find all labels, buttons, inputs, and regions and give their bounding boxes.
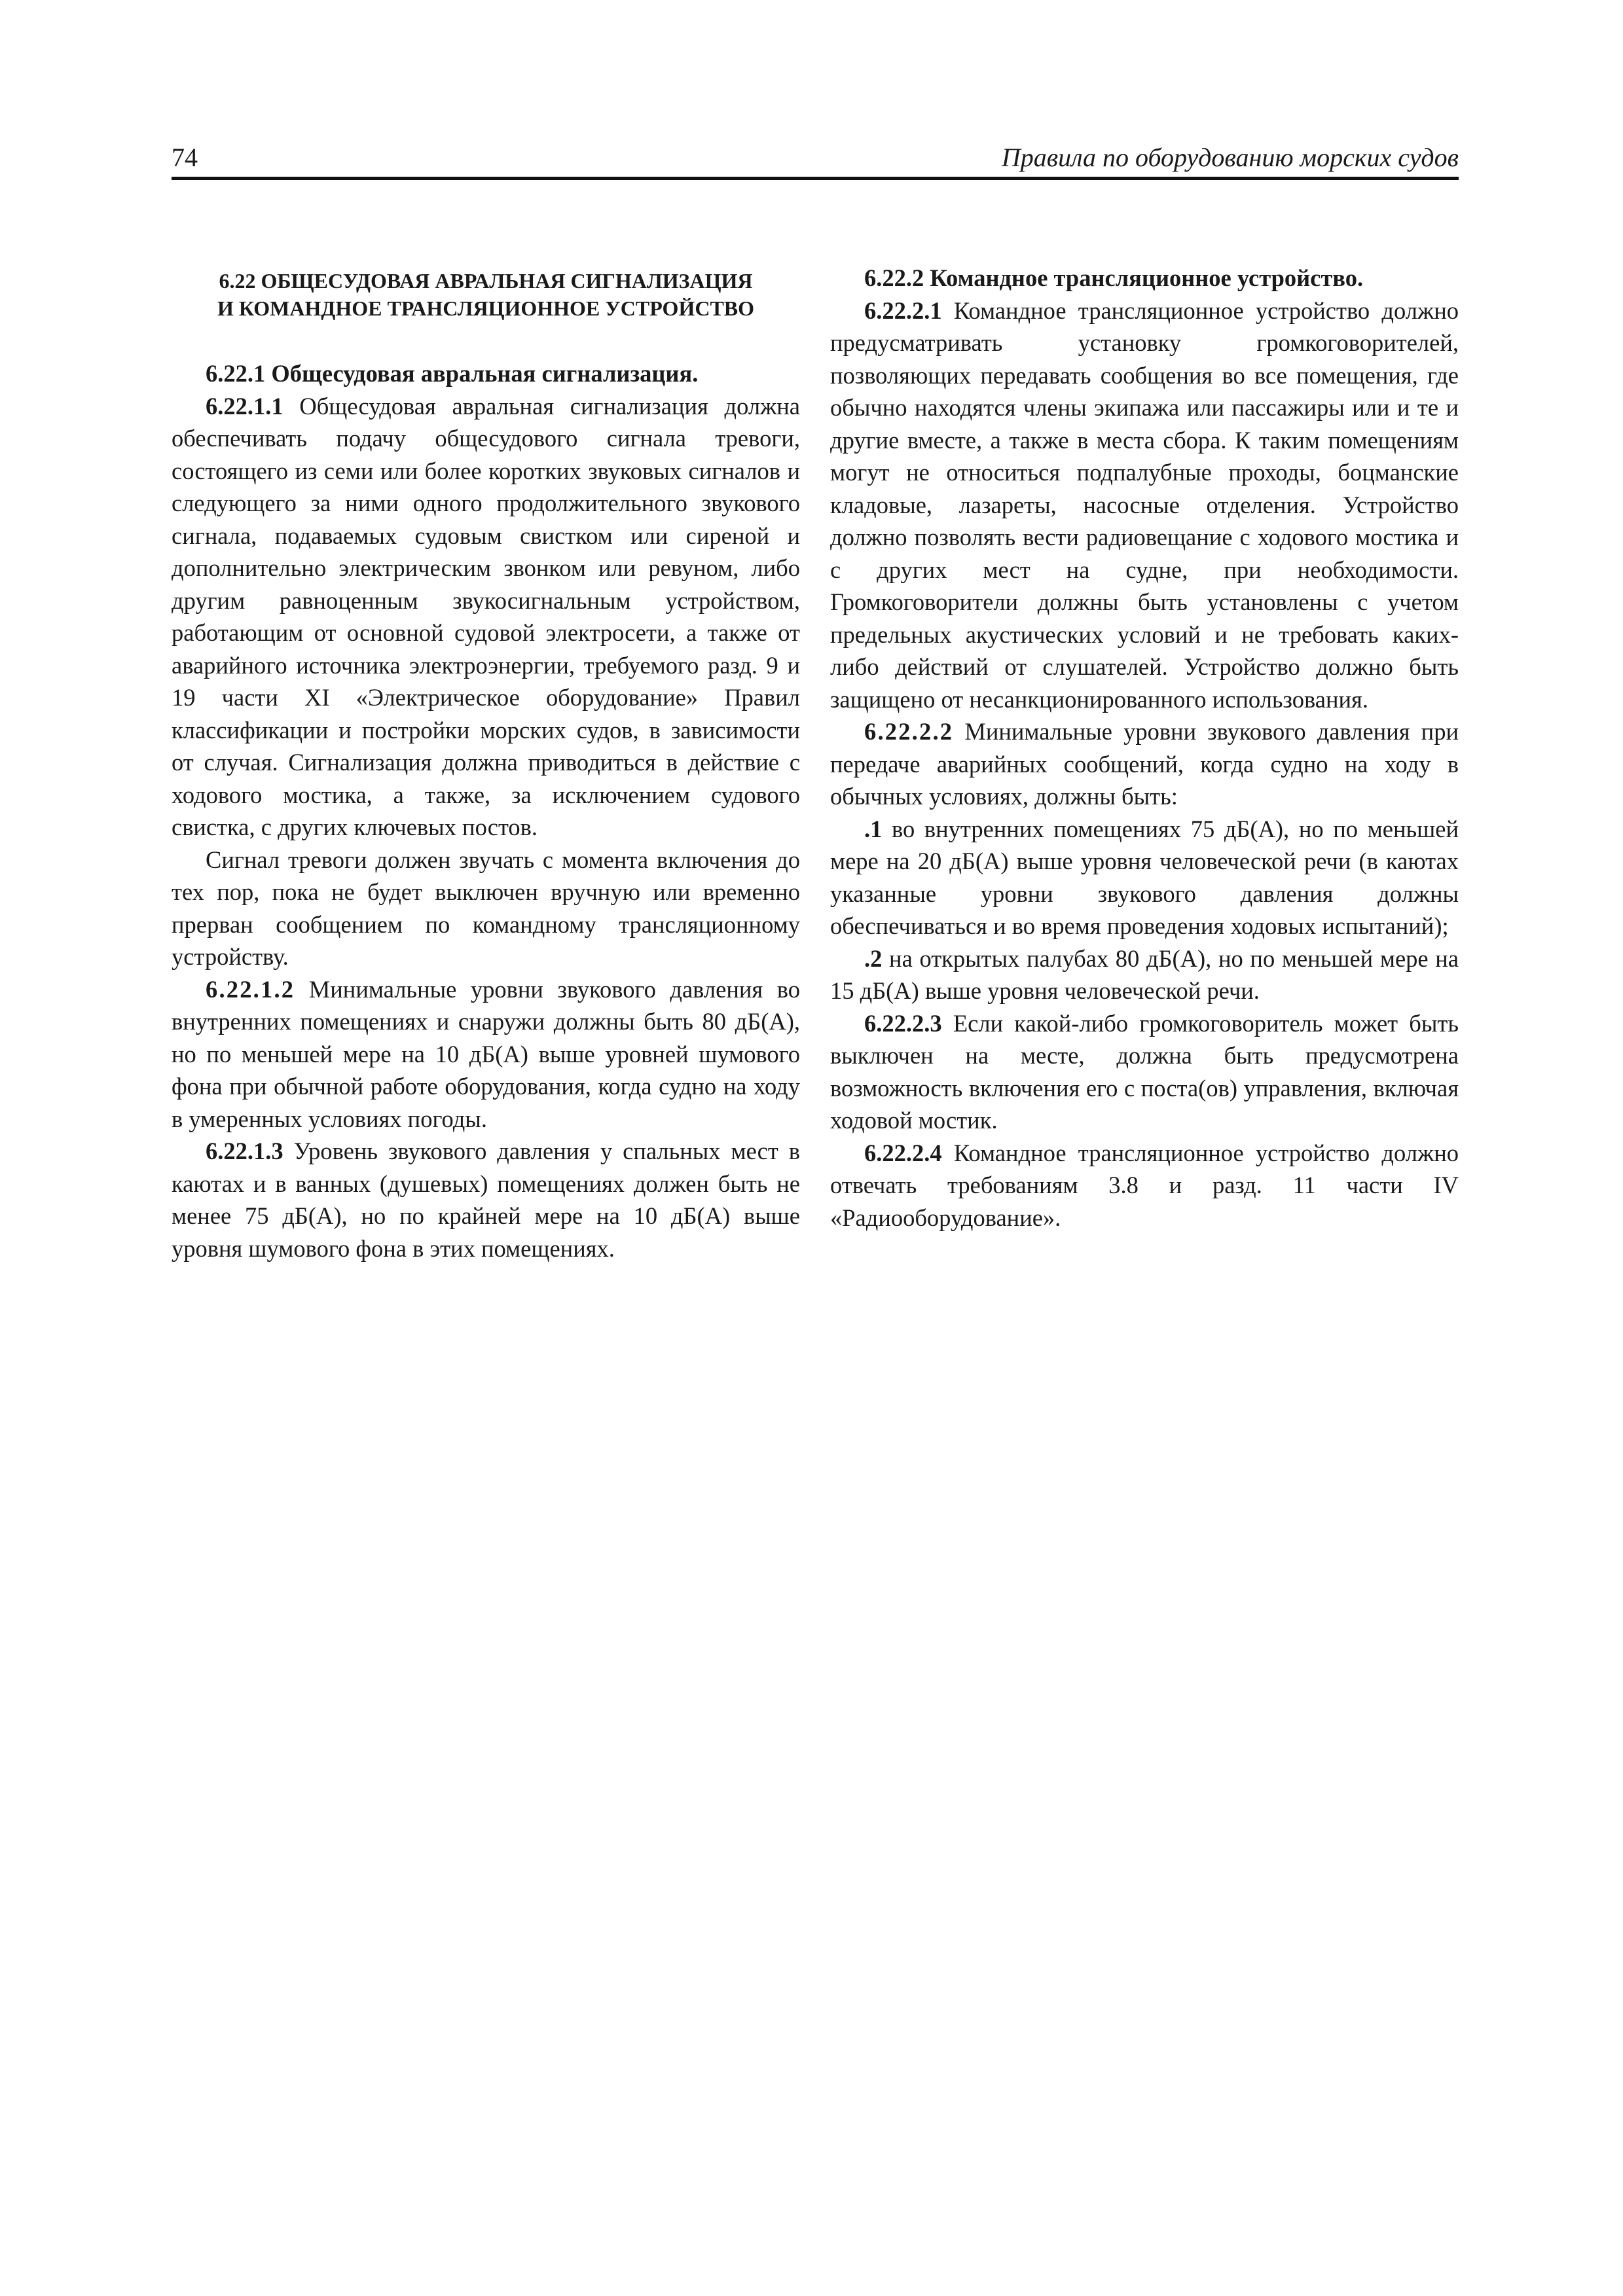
paragraph-alarm-duration: Сигнал тревоги должен звучать с момента включения до тех пор, пока не будет выключен вручную или временно прерван сообщением по командному трансляционному устройству. bbox=[172, 846, 800, 970]
clause-number: 6.22.2.3 bbox=[864, 1009, 942, 1037]
section-title-line-2: И КОМАНДНОЕ ТРАНСЛЯЦИОННОЕ УСТРОЙСТВО bbox=[217, 296, 755, 320]
left-column bbox=[172, 262, 800, 1265]
header-rule bbox=[172, 177, 1459, 180]
clause-number: 6.22.1.1 bbox=[206, 392, 283, 420]
item-number: .2 bbox=[864, 944, 883, 972]
paragraph-6-22-2-2 bbox=[830, 715, 1459, 813]
paragraph-text: Общесудовая авральная сигнализация должна обеспечивать подачу общесудового сигнала тревоги, состоящего из семи или более коротких звуковых сигналов и следующего за ними одного продолжительного звукового сигнала, подаваемых судовым свистком или сиреной и дополнительно электрическим звонком или ревуном, либо другим равноценным звукосигнальным устройством, работающим от основной судовой электросети, а также от аварийного источника электроэнергии, требуемого разд. 9 и 19 части XI «Электрическое оборудование» Правил классификации и постройки морских судов, в зависимости от случая. Сигнализация должна приводиться в действие с ходового мостика, а также, за исключением судового свистка, с других ключевых постов. bbox=[172, 392, 800, 840]
running-title: Правила по оборудованию морских судов bbox=[1001, 143, 1459, 172]
section-title-line-1: 6.22 ОБЩЕСУДОВАЯ АВРАЛЬНАЯ СИГНАЛИЗАЦИЯ bbox=[219, 269, 753, 293]
paragraph-6-22-1-2 bbox=[172, 973, 800, 1136]
paragraph-6-22-1-1 bbox=[172, 390, 800, 844]
clause-number: 6.22.1.3 bbox=[206, 1138, 283, 1164]
clause-number: 6.22.2.4 bbox=[864, 1139, 942, 1166]
paragraph-6-22-2-1 bbox=[830, 295, 1459, 716]
list-item-1 bbox=[830, 813, 1459, 942]
page-header bbox=[172, 141, 1459, 181]
paragraph-text: Минимальные уровни звукового давления при передаче аварийных сообщений, когда судно на ходу в обычных условиях, должны быть: bbox=[830, 718, 1459, 810]
list-item-2 bbox=[830, 942, 1459, 1007]
clause-number: 6.22.1.2 bbox=[206, 975, 295, 1003]
right-column bbox=[830, 262, 1459, 1234]
page-number: 74 bbox=[172, 143, 198, 172]
paragraph-text: Если какой-либо громкоговоритель может быть выключен на месте, должна быть предусмотрена возможность включения его с поста(ов) управления, включая ходовой мостик. bbox=[830, 1009, 1459, 1134]
paragraph-text: Уровень звукового давления у спальных мест в каютах и в ванных (душевых) помещениях должен быть не менее 75 дБ(А), но по крайней мере на 10 дБ(А) выше уровня шумового фона в этих помещениях. bbox=[172, 1138, 800, 1262]
clause-number: 6.22.2.1 bbox=[864, 296, 942, 324]
subsection-heading-6-22-1: 6.22.1 Общесудовая авральная сигнализация. bbox=[206, 360, 699, 387]
paragraph-text: Командное трансляционное устройство должно отвечать требованиям 3.8 и разд. 11 части IV «Радиооборудование». bbox=[830, 1139, 1459, 1231]
item-number: .1 bbox=[864, 815, 883, 842]
paragraph-text: Минимальные уровни звукового давления во внутренних помещениях и снаружи должны быть 80 дБ(А), но по меньшей мере на 10 дБ(А) выше уровней шумового фона при обычной работе оборудования, когда судно на ходу в умеренных условиях погоды. bbox=[172, 975, 800, 1132]
item-text: на открытых палубах 80 дБ(А), но по меньшей мере на 15 дБ(А) выше уровня человеческой речи. bbox=[830, 944, 1459, 1004]
clause-number: 6.22.2.2 bbox=[864, 718, 954, 745]
paragraph-6-22-2-4 bbox=[830, 1137, 1459, 1234]
paragraph-6-22-2-3 bbox=[830, 1007, 1459, 1137]
section-title bbox=[172, 267, 800, 322]
paragraph-6-22-1-3 bbox=[172, 1135, 800, 1265]
subsection-heading-6-22-2: 6.22.2 Командное трансляционное устройство. bbox=[864, 264, 1364, 291]
paragraph-text: Командное трансляционное устройство должно предусматривать установку громкоговорителей, позволяющих передавать сообщения во все помещения, где обычно находятся члены экипажа или пассажиры или и те и другие вместе, а также в места сбора. К таким помещениям могут не относиться подпалубные проходы, боцманские кладовые, лазареты, насосные отделения. Устройство должно позволять вести радиовещание с ходового мостика и с других мест на судне, при необходимости. Громкоговорители должны быть установлены с учетом предельных акустических условий и не требовать каких-либо действий от слушателей. Устройство должно быть защищено от несанкционированного использования. bbox=[830, 296, 1459, 713]
item-text: во внутренних помещениях 75 дБ(А), но по меньшей мере на 20 дБ(А) выше уровня человеческой речи (в каютах указанные уровни звукового давления должны обеспечиваться и во время проведения ходовых испытаний); bbox=[830, 815, 1459, 939]
